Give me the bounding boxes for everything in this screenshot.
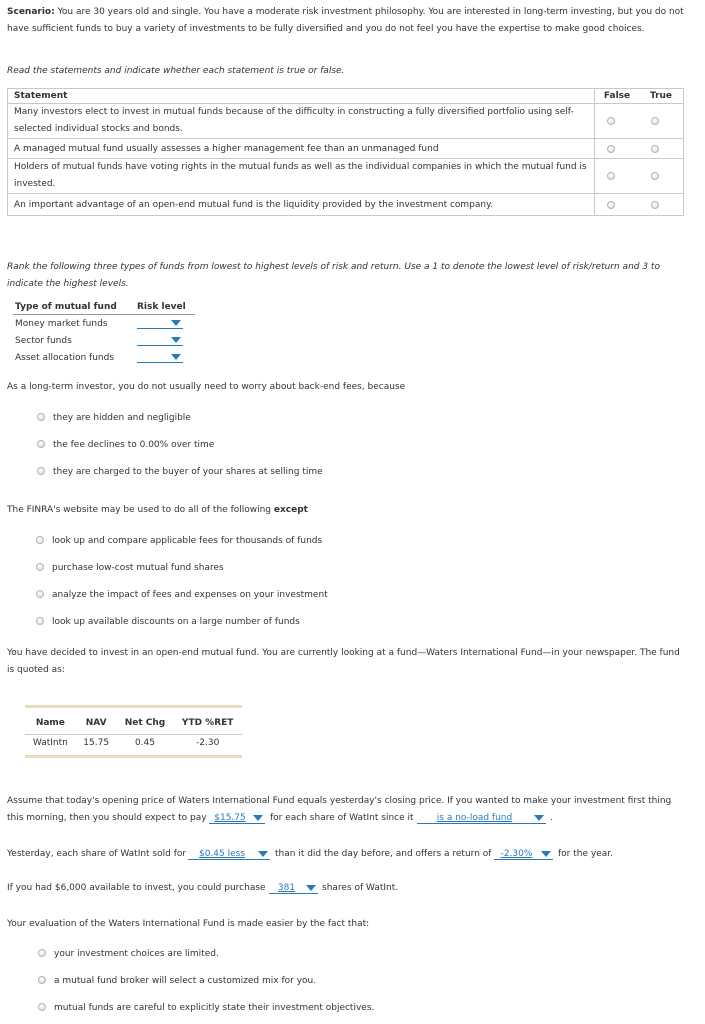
- true-header: True: [639, 89, 684, 104]
- quote-ytd: -2.30: [196, 738, 220, 748]
- q6-option-3[interactable]: mutual funds are careful to explicitly state their investment objectives.: [54, 1003, 375, 1013]
- true-radio-1[interactable]: [651, 117, 659, 125]
- sold-dropdown[interactable]: $0.45 less: [188, 849, 270, 860]
- q6-option-1-radio[interactable]: [38, 949, 46, 957]
- q3-option-3-radio[interactable]: [37, 467, 45, 475]
- chevron-down-icon: [541, 851, 551, 857]
- false-radio-4[interactable]: [607, 201, 615, 209]
- q6-question: Your evaluation of the Waters International Fund is made easier by the fact that:: [7, 919, 370, 929]
- load-dropdown[interactable]: is a no-load fund: [417, 813, 546, 824]
- chevron-down-icon: [534, 815, 544, 821]
- fund-type-header: Type of mutual fund: [13, 300, 135, 315]
- q6-option-2[interactable]: a mutual fund broker will select a customized mix for you.: [54, 976, 317, 986]
- scenario-body: You are 30 years old and single. You have a moderate risk investment philosophy. You are interested in long-term investing, but you do not have sufficient funds to buy a variety of investments to be fully diversified and you do not feel you have the expertise to make good choices.: [7, 7, 684, 34]
- quote-header-nav: NAV: [76, 707, 117, 735]
- true-radio-4[interactable]: [651, 201, 659, 209]
- q3-option-1-radio[interactable]: [37, 413, 45, 421]
- statement-row-3: Holders of mutual funds have voting rights in the mutual funds as well as the individual companies in which the mutual fund is invested.: [8, 159, 595, 194]
- q3-option-3[interactable]: they are charged to the buyer of your shares at selling time: [53, 467, 323, 477]
- q6-option-1[interactable]: your investment choices are limited.: [54, 949, 219, 959]
- true-radio-2[interactable]: [651, 145, 659, 153]
- q4-option-4[interactable]: look up available discounts on a large number of funds: [52, 617, 300, 627]
- chevron-down-icon: [171, 320, 181, 326]
- quote-header-name: Name: [25, 707, 76, 735]
- risk-dropdown-money-market[interactable]: [137, 318, 183, 329]
- q5-para2-c: for the year.: [558, 849, 613, 859]
- chevron-down-icon: [171, 337, 181, 343]
- scenario-text: [7, 4, 687, 38]
- quote-name: WatIntn: [32, 738, 68, 748]
- false-radio-3[interactable]: [607, 172, 615, 180]
- true-false-table: [7, 88, 684, 216]
- statement-header: Statement: [8, 89, 595, 104]
- fund-type-sector: Sector funds: [15, 335, 72, 346]
- fund-quote-table: [25, 705, 242, 758]
- q4-option-1-radio[interactable]: [36, 536, 44, 544]
- false-radio-1[interactable]: [607, 117, 615, 125]
- chevron-down-icon: [171, 354, 181, 360]
- risk-level-header: Risk level: [135, 300, 195, 315]
- q5-para3-a: If you had $6,000 available to invest, you could purchase: [7, 883, 266, 893]
- q3-option-1[interactable]: they are hidden and negligible: [53, 413, 191, 423]
- fund-risk-table: [13, 300, 195, 366]
- q2-instruction: Rank the following three types of funds from lowest to highest levels of risk and return. Use a 1 to denote the lowest level of risk/return and 3 to indicate the highest levels.: [7, 262, 660, 289]
- shares-dropdown[interactable]: 381: [269, 883, 318, 894]
- chevron-down-icon: [258, 851, 268, 857]
- false-header: False: [595, 89, 640, 104]
- q3-question: As a long-term investor, you do not usually need to worry about back-end fees, because: [7, 382, 406, 392]
- fund-type-money-market: Money market funds: [15, 318, 108, 329]
- risk-dropdown-asset-allocation[interactable]: [137, 352, 183, 363]
- q4-question: The FINRA's website may be used to do all of the following except: [7, 505, 308, 515]
- q5-intro: You have decided to invest in an open-end mutual fund. You are currently looking at a fund—Waters International Fund—in your newspaper. The fund is quoted as:: [7, 648, 680, 675]
- price-dropdown[interactable]: $15.75: [209, 813, 265, 824]
- q5-para1-line1: Assume that today's opening price of Waters International Fund equals yesterday's closing price. If you wanted to make your investment first thing: [7, 796, 672, 806]
- q6-option-3-radio[interactable]: [38, 1003, 46, 1011]
- risk-dropdown-sector[interactable]: [137, 335, 183, 346]
- statement-row-4: An important advantage of an open-end mutual fund is the liquidity provided by the investment company.: [8, 194, 595, 216]
- q5-para2-b: than it did the day before, and offers a return of: [275, 849, 492, 859]
- statement-row-2: A managed mutual fund usually assesses a higher management fee than an unmanaged fund: [8, 139, 595, 159]
- chevron-down-icon: [253, 815, 263, 821]
- q4-option-3[interactable]: analyze the impact of fees and expenses on your investment: [52, 590, 328, 600]
- q1-instruction: Read the statements and indicate whether each statement is true or false.: [7, 66, 345, 76]
- quote-header-ytd: YTD %RET: [173, 707, 242, 735]
- quote-header-netchg: Net Chg: [117, 707, 174, 735]
- q4-option-2-radio[interactable]: [36, 563, 44, 571]
- q5-para1-line2-a: this morning, then you should expect to pay: [7, 813, 207, 823]
- q3-option-2[interactable]: the fee declines to 0.00% over time: [53, 440, 215, 450]
- q4-option-2[interactable]: purchase low-cost mutual fund shares: [52, 563, 224, 573]
- quote-netchg: 0.45: [134, 738, 155, 748]
- q4-option-4-radio[interactable]: [36, 617, 44, 625]
- q5-para2-a: Yesterday, each share of WatInt sold for: [7, 849, 187, 859]
- scenario-label: Scenario:: [7, 7, 55, 17]
- q5-para1-end: .: [550, 813, 553, 823]
- q6-option-2-radio[interactable]: [38, 976, 46, 984]
- q4-option-3-radio[interactable]: [36, 590, 44, 598]
- true-radio-3[interactable]: [651, 172, 659, 180]
- quote-nav: 15.75: [83, 738, 110, 748]
- fund-type-asset-allocation: Asset allocation funds: [15, 352, 115, 363]
- return-dropdown[interactable]: -2.30%: [494, 849, 553, 860]
- chevron-down-icon: [306, 885, 316, 891]
- q3-option-2-radio[interactable]: [37, 440, 45, 448]
- q5-para1-line2-b: for each share of WatInt since it: [270, 813, 414, 823]
- statement-row-1: Many investors elect to invest in mutual funds because of the difficulty in constructing a fully diversified portfolio using self- selected individual stocks and bonds.: [8, 104, 595, 139]
- q5-para3-b: shares of WatInt.: [322, 883, 399, 893]
- false-radio-2[interactable]: [607, 145, 615, 153]
- q4-option-1[interactable]: look up and compare applicable fees for thousands of funds: [52, 536, 323, 546]
